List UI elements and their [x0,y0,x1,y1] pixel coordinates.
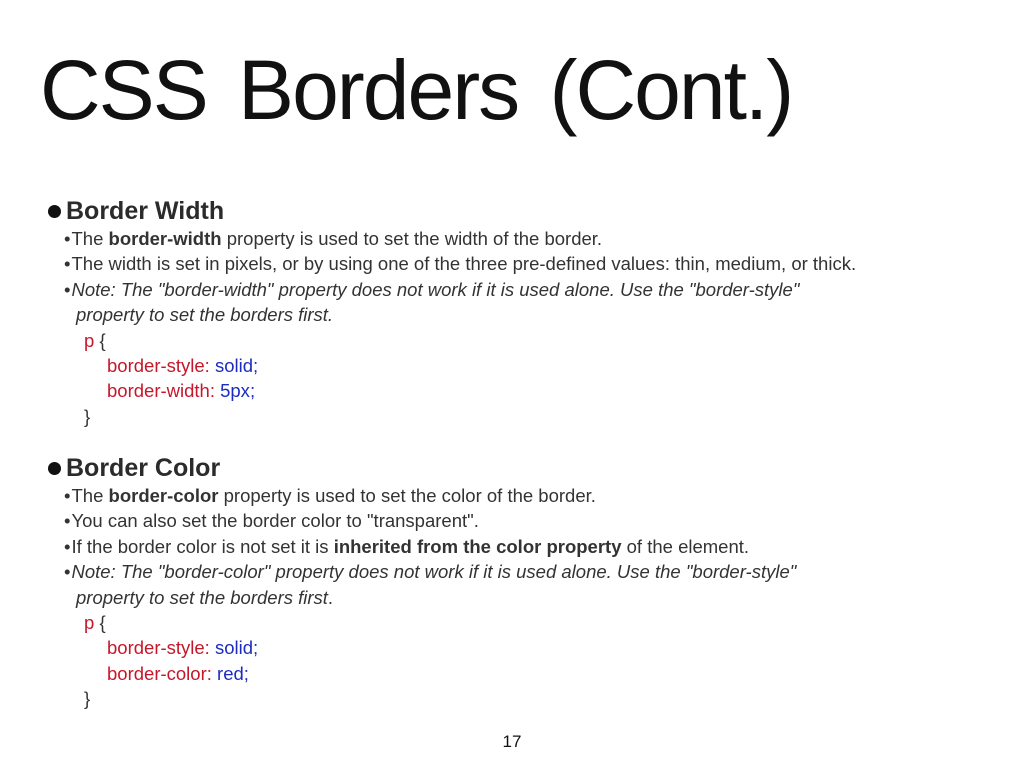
section-heading-text: Border Color [66,453,221,482]
note-continuation [48,585,1008,610]
bullet-dot-icon [48,205,61,218]
item-text: property is used to set the width of the border. [221,228,603,249]
note-period: . [327,586,334,608]
code-semicolon: ; [253,637,259,659]
code-value: solid [214,637,254,659]
item-text: The width is set in pixels, or by using one of the three pre-defined values: thin, medium, or thick. [71,253,857,275]
code-value: 5px [220,380,250,402]
list-item [48,483,1008,508]
code-selector: p [84,329,95,351]
item-text: of the element. [621,535,750,557]
note-text: property to set the borders first. [76,304,334,326]
code-selector-line [48,328,1008,353]
code-close-brace: } [84,688,91,710]
item-bold-text: border-width [108,228,222,249]
code-open-brace: { [99,329,106,351]
bullet-icon: • [64,253,71,275]
code-value: solid [214,354,254,376]
bullet-icon: • [64,485,71,506]
code-property: border-color: [107,662,212,684]
page-number: 17 [502,732,522,751]
list-item [48,226,1008,251]
code-selector: p [84,611,95,633]
code-selector-line [48,610,1008,635]
note-text: Note: The "border-width" property does not work if it is used alone. Use the "border-style" [71,278,800,300]
item-text: If the border color is not set it is [71,535,334,557]
section-heading [48,196,1008,226]
bullet-icon: • [64,561,71,583]
item-text: The [71,228,109,249]
note-text: Note: The "border-color" property does not work if it is used alone. Use the "border-style" [71,561,797,583]
code-declaration [48,378,1008,403]
list-item [48,508,1008,533]
section-heading [48,453,1008,483]
bullet-icon: • [64,510,71,532]
note-continuation [48,302,1008,327]
section-border-width [48,196,1008,429]
bullet-icon: • [64,228,71,249]
section-border-color [48,453,1008,712]
slide-title: CSS Borders (Cont.) [40,43,793,137]
code-property: border-style: [107,637,210,659]
code-semicolon: ; [249,380,256,402]
item-bold-text: inherited from the color property [333,535,622,557]
bullet-icon: • [64,278,71,300]
item-text: You can also set the border color to "transparent". [71,510,479,532]
bullet-dot-icon [48,462,61,475]
code-declaration [48,353,1008,378]
code-close-brace: } [84,405,91,427]
code-open-brace: { [99,611,106,633]
list-item-note [48,559,1008,584]
item-bold-text: border-color [108,485,219,506]
bullet-icon: • [64,535,71,557]
list-item-note [48,277,1008,302]
list-item [48,251,1008,276]
item-text: property is used to set the color of the border. [218,485,596,506]
code-close-line [48,404,1008,429]
code-declaration [48,635,1008,660]
section-heading-text: Border Width [66,196,225,225]
code-semicolon: ; [253,354,259,376]
note-text: property to set the borders first [76,586,328,608]
code-declaration [48,661,1008,686]
list-item [48,534,1008,559]
code-property: border-style: [107,354,210,376]
code-property: border-width: [107,380,215,402]
code-close-line [48,686,1008,711]
item-text: The [71,485,109,506]
code-semicolon: ; [243,662,249,684]
code-value: red [217,662,244,684]
